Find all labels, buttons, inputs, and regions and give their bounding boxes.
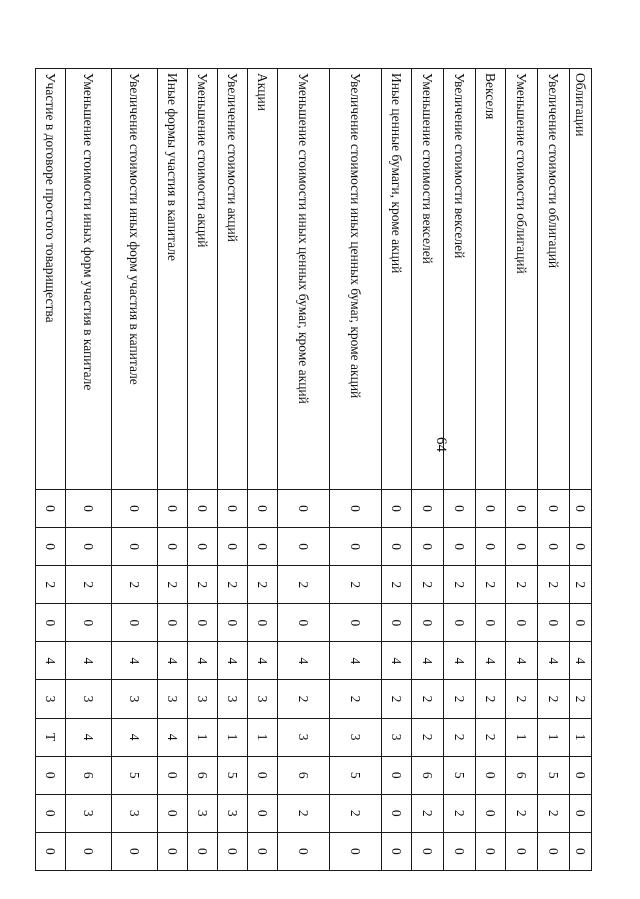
row-label: Уменьшение стоимости облигаций bbox=[506, 69, 538, 490]
row-label: Иные формы участия в капитале bbox=[158, 69, 188, 490]
code-digit-cell: 0 bbox=[382, 832, 412, 870]
code-digit-cell: 4 bbox=[112, 718, 158, 756]
code-digit-cell: 0 bbox=[158, 490, 188, 528]
code-digit-cell: 6 bbox=[66, 756, 112, 794]
code-digit-cell: 0 bbox=[188, 528, 218, 566]
code-digit-cell: 1 bbox=[188, 718, 218, 756]
code-digit-cell: 0 bbox=[330, 528, 382, 566]
code-digit-cell: 0 bbox=[248, 832, 278, 870]
code-digit-cell: 0 bbox=[506, 490, 538, 528]
table-row bbox=[66, 69, 112, 871]
code-digit-cell: 0 bbox=[218, 832, 248, 870]
row-label: Уменьшение стоимости иных ценных бумаг, кроме акций bbox=[278, 69, 330, 490]
code-digit-cell: 4 bbox=[158, 718, 188, 756]
table-row bbox=[112, 69, 158, 871]
code-digit-cell: 0 bbox=[444, 490, 476, 528]
code-digit-cell: 4 bbox=[382, 642, 412, 680]
code-digit-cell: 1 bbox=[538, 718, 570, 756]
code-digit-cell: 2 bbox=[444, 566, 476, 604]
code-digit-cell: 2 bbox=[330, 794, 382, 832]
row-label: Увеличение стоимости векселей bbox=[444, 69, 476, 490]
code-digit-cell: 3 bbox=[218, 680, 248, 718]
code-digit-cell: 1 bbox=[248, 718, 278, 756]
code-digit-cell: 0 bbox=[248, 604, 278, 642]
code-digit-cell: 0 bbox=[570, 794, 592, 832]
code-digit-cell: 2 bbox=[382, 566, 412, 604]
code-digit-cell: 0 bbox=[278, 490, 330, 528]
code-digit-cell: 0 bbox=[476, 528, 506, 566]
code-digit-cell: 0 bbox=[570, 604, 592, 642]
code-digit-cell: 4 bbox=[36, 642, 66, 680]
code-digit-cell: 3 bbox=[66, 794, 112, 832]
code-digit-cell: 0 bbox=[66, 490, 112, 528]
code-digit-cell: 0 bbox=[538, 528, 570, 566]
code-digit-cell: 3 bbox=[158, 680, 188, 718]
code-digit-cell: 4 bbox=[112, 642, 158, 680]
code-digit-cell: 0 bbox=[112, 490, 158, 528]
row-label: Уменьшение стоимости векселей bbox=[412, 69, 444, 490]
code-digit-cell: 0 bbox=[330, 604, 382, 642]
table-row bbox=[278, 69, 330, 871]
code-digit-cell: 4 bbox=[570, 642, 592, 680]
code-digit-cell: 2 bbox=[66, 566, 112, 604]
table-row bbox=[248, 69, 278, 871]
code-digit-cell: 0 bbox=[188, 604, 218, 642]
code-digit-cell: 0 bbox=[476, 832, 506, 870]
code-digit-cell: 2 bbox=[506, 566, 538, 604]
row-label: Иные ценные бумаги, кроме акций bbox=[382, 69, 412, 490]
code-digit-cell: 0 bbox=[278, 604, 330, 642]
code-digit-cell: 0 bbox=[218, 604, 248, 642]
code-digit-cell: 3 bbox=[218, 794, 248, 832]
code-digit-cell: 0 bbox=[476, 794, 506, 832]
code-digit-cell: 0 bbox=[412, 528, 444, 566]
table-row bbox=[476, 69, 506, 871]
code-digit-cell: 0 bbox=[382, 756, 412, 794]
code-digit-cell: 3 bbox=[112, 680, 158, 718]
code-digit-cell: 0 bbox=[412, 832, 444, 870]
code-digit-cell: 3 bbox=[36, 680, 66, 718]
row-label: Уменьшение стоимости акций bbox=[188, 69, 218, 490]
code-digit-cell: 6 bbox=[412, 756, 444, 794]
code-digit-cell: 2 bbox=[476, 718, 506, 756]
code-digit-cell: 0 bbox=[506, 604, 538, 642]
code-digit-cell: 0 bbox=[570, 756, 592, 794]
code-digit-cell: 4 bbox=[66, 642, 112, 680]
code-digit-cell: 3 bbox=[188, 680, 218, 718]
code-digit-cell: 2 bbox=[476, 680, 506, 718]
code-digit-cell: 0 bbox=[538, 832, 570, 870]
code-digit-cell: 2 bbox=[570, 680, 592, 718]
code-digit-cell: 2 bbox=[506, 680, 538, 718]
code-digit-cell: 0 bbox=[330, 832, 382, 870]
code-digit-cell: 0 bbox=[412, 490, 444, 528]
code-digit-cell: 0 bbox=[112, 604, 158, 642]
code-digit-cell: 4 bbox=[444, 642, 476, 680]
code-digit-cell: 0 bbox=[66, 528, 112, 566]
code-digit-cell: 2 bbox=[506, 794, 538, 832]
code-digit-cell: 0 bbox=[158, 794, 188, 832]
code-digit-cell: 0 bbox=[36, 528, 66, 566]
code-digit-cell: 0 bbox=[444, 604, 476, 642]
code-digit-cell: 0 bbox=[476, 490, 506, 528]
code-digit-cell: 0 bbox=[218, 528, 248, 566]
table-row bbox=[570, 69, 592, 871]
code-digit-cell: 0 bbox=[158, 604, 188, 642]
code-digit-cell: 2 bbox=[444, 718, 476, 756]
table-row bbox=[444, 69, 476, 871]
code-digit-cell: 0 bbox=[66, 832, 112, 870]
code-digit-cell: 2 bbox=[538, 794, 570, 832]
code-digit-cell: 2 bbox=[278, 566, 330, 604]
code-digit-cell: 4 bbox=[248, 642, 278, 680]
code-digit-cell: 2 bbox=[538, 680, 570, 718]
code-digit-cell: 0 bbox=[382, 528, 412, 566]
code-digit-cell: 2 bbox=[158, 566, 188, 604]
code-digit-cell: 2 bbox=[188, 566, 218, 604]
code-digit-cell: 2 bbox=[278, 794, 330, 832]
code-digit-cell: 3 bbox=[66, 680, 112, 718]
code-digit-cell: 0 bbox=[330, 490, 382, 528]
code-digit-cell: 0 bbox=[570, 832, 592, 870]
code-digit-cell: 4 bbox=[476, 642, 506, 680]
code-digit-cell: 4 bbox=[506, 642, 538, 680]
rotated-table-frame bbox=[43, 68, 592, 871]
table-row bbox=[218, 69, 248, 871]
code-digit-cell: 0 bbox=[158, 756, 188, 794]
code-digit-cell: 5 bbox=[330, 756, 382, 794]
code-digit-cell: 3 bbox=[382, 718, 412, 756]
code-digit-cell: 5 bbox=[218, 756, 248, 794]
code-digit-cell: 4 bbox=[330, 642, 382, 680]
code-digit-cell: 0 bbox=[570, 528, 592, 566]
code-digit-cell: 2 bbox=[330, 680, 382, 718]
code-digit-cell: 0 bbox=[278, 832, 330, 870]
code-digit-cell: 0 bbox=[506, 832, 538, 870]
code-digit-cell: 6 bbox=[278, 756, 330, 794]
code-digit-cell: 2 bbox=[36, 566, 66, 604]
code-digit-cell: 0 bbox=[188, 832, 218, 870]
code-digit-cell: 2 bbox=[538, 566, 570, 604]
code-digit-cell: 0 bbox=[570, 490, 592, 528]
code-digit-cell: 4 bbox=[538, 642, 570, 680]
code-digit-cell: 0 bbox=[248, 794, 278, 832]
code-digit-cell: 0 bbox=[112, 528, 158, 566]
code-digit-cell: 3 bbox=[248, 680, 278, 718]
table-row bbox=[158, 69, 188, 871]
row-label: Увеличение стоимости акций bbox=[218, 69, 248, 490]
code-digit-cell: 6 bbox=[188, 756, 218, 794]
code-digit-cell: 2 bbox=[570, 566, 592, 604]
code-digit-cell: 2 bbox=[382, 680, 412, 718]
code-digit-cell: 2 bbox=[412, 718, 444, 756]
table-row bbox=[36, 69, 66, 871]
code-digit-cell: 0 bbox=[36, 794, 66, 832]
table-row bbox=[412, 69, 444, 871]
row-label: Акции bbox=[248, 69, 278, 490]
code-digit-cell: 4 bbox=[158, 642, 188, 680]
code-digit-cell: 2 bbox=[412, 566, 444, 604]
code-digit-cell: 4 bbox=[278, 642, 330, 680]
code-digit-cell: 1 bbox=[570, 718, 592, 756]
code-digit-cell: 0 bbox=[36, 490, 66, 528]
code-digit-cell: 3 bbox=[278, 718, 330, 756]
code-digit-cell: 2 bbox=[412, 680, 444, 718]
table-row bbox=[330, 69, 382, 871]
row-label: Увеличение стоимости иных ценных бумаг, кроме акций bbox=[330, 69, 382, 490]
code-digit-cell: 6 bbox=[506, 756, 538, 794]
row-label: Участие в договоре простого товарищества bbox=[36, 69, 66, 490]
code-digit-cell: 4 bbox=[66, 718, 112, 756]
code-digit-cell: 0 bbox=[506, 528, 538, 566]
code-digit-cell: 3 bbox=[188, 794, 218, 832]
code-digit-cell: 0 bbox=[444, 528, 476, 566]
code-digit-cell: 2 bbox=[476, 566, 506, 604]
code-digit-cell: 4 bbox=[218, 642, 248, 680]
code-digit-cell: 5 bbox=[444, 756, 476, 794]
code-digit-cell: 0 bbox=[36, 756, 66, 794]
code-digit-cell: 0 bbox=[188, 490, 218, 528]
code-digit-cell: Т bbox=[36, 718, 66, 756]
code-digit-cell: 0 bbox=[444, 832, 476, 870]
code-digit-cell: 2 bbox=[248, 566, 278, 604]
code-digit-cell: 0 bbox=[476, 604, 506, 642]
table-row bbox=[188, 69, 218, 871]
row-label: Векселя bbox=[476, 69, 506, 490]
code-digit-cell: 4 bbox=[188, 642, 218, 680]
code-digit-cell: 2 bbox=[330, 566, 382, 604]
code-digit-cell: 0 bbox=[66, 604, 112, 642]
code-digit-cell: 5 bbox=[112, 756, 158, 794]
code-digit-cell: 0 bbox=[158, 528, 188, 566]
row-label: Облигации bbox=[570, 69, 592, 490]
code-digit-cell: 0 bbox=[538, 490, 570, 528]
row-label: Увеличение стоимости иных форм участия в капитале bbox=[112, 69, 158, 490]
code-digit-cell: 0 bbox=[158, 832, 188, 870]
code-digit-cell: 0 bbox=[248, 756, 278, 794]
code-digit-cell: 0 bbox=[382, 794, 412, 832]
code-digit-cell: 1 bbox=[506, 718, 538, 756]
code-digit-cell: 0 bbox=[36, 832, 66, 870]
code-digit-cell: 0 bbox=[412, 604, 444, 642]
table-row bbox=[506, 69, 538, 871]
table-row bbox=[538, 69, 570, 871]
code-digit-cell: 0 bbox=[248, 490, 278, 528]
code-digit-cell: 4 bbox=[412, 642, 444, 680]
code-digit-cell: 0 bbox=[382, 604, 412, 642]
code-digit-cell: 2 bbox=[444, 680, 476, 718]
code-digit-cell: 0 bbox=[248, 528, 278, 566]
table-row bbox=[382, 69, 412, 871]
row-label: Уменьшение стоимости иных форм участия в капитале bbox=[66, 69, 112, 490]
code-digit-cell: 0 bbox=[476, 756, 506, 794]
code-digit-cell: 0 bbox=[278, 528, 330, 566]
page-number: 64 bbox=[433, 437, 449, 452]
code-digit-cell: 2 bbox=[412, 794, 444, 832]
code-digit-cell: 0 bbox=[112, 832, 158, 870]
code-digit-cell: 0 bbox=[36, 604, 66, 642]
code-digit-cell: 1 bbox=[218, 718, 248, 756]
code-digit-cell: 2 bbox=[278, 680, 330, 718]
code-digit-cell: 2 bbox=[218, 566, 248, 604]
code-digit-cell: 0 bbox=[538, 604, 570, 642]
code-digit-cell: 2 bbox=[444, 794, 476, 832]
code-digit-cell: 0 bbox=[382, 490, 412, 528]
code-digit-cell: 3 bbox=[330, 718, 382, 756]
code-digit-cell: 2 bbox=[112, 566, 158, 604]
code-digit-cell: 5 bbox=[538, 756, 570, 794]
code-digit-cell: 3 bbox=[112, 794, 158, 832]
row-label: Увеличение стоимости облигаций bbox=[538, 69, 570, 490]
budget-classification-table bbox=[35, 68, 592, 871]
code-digit-cell: 0 bbox=[218, 490, 248, 528]
